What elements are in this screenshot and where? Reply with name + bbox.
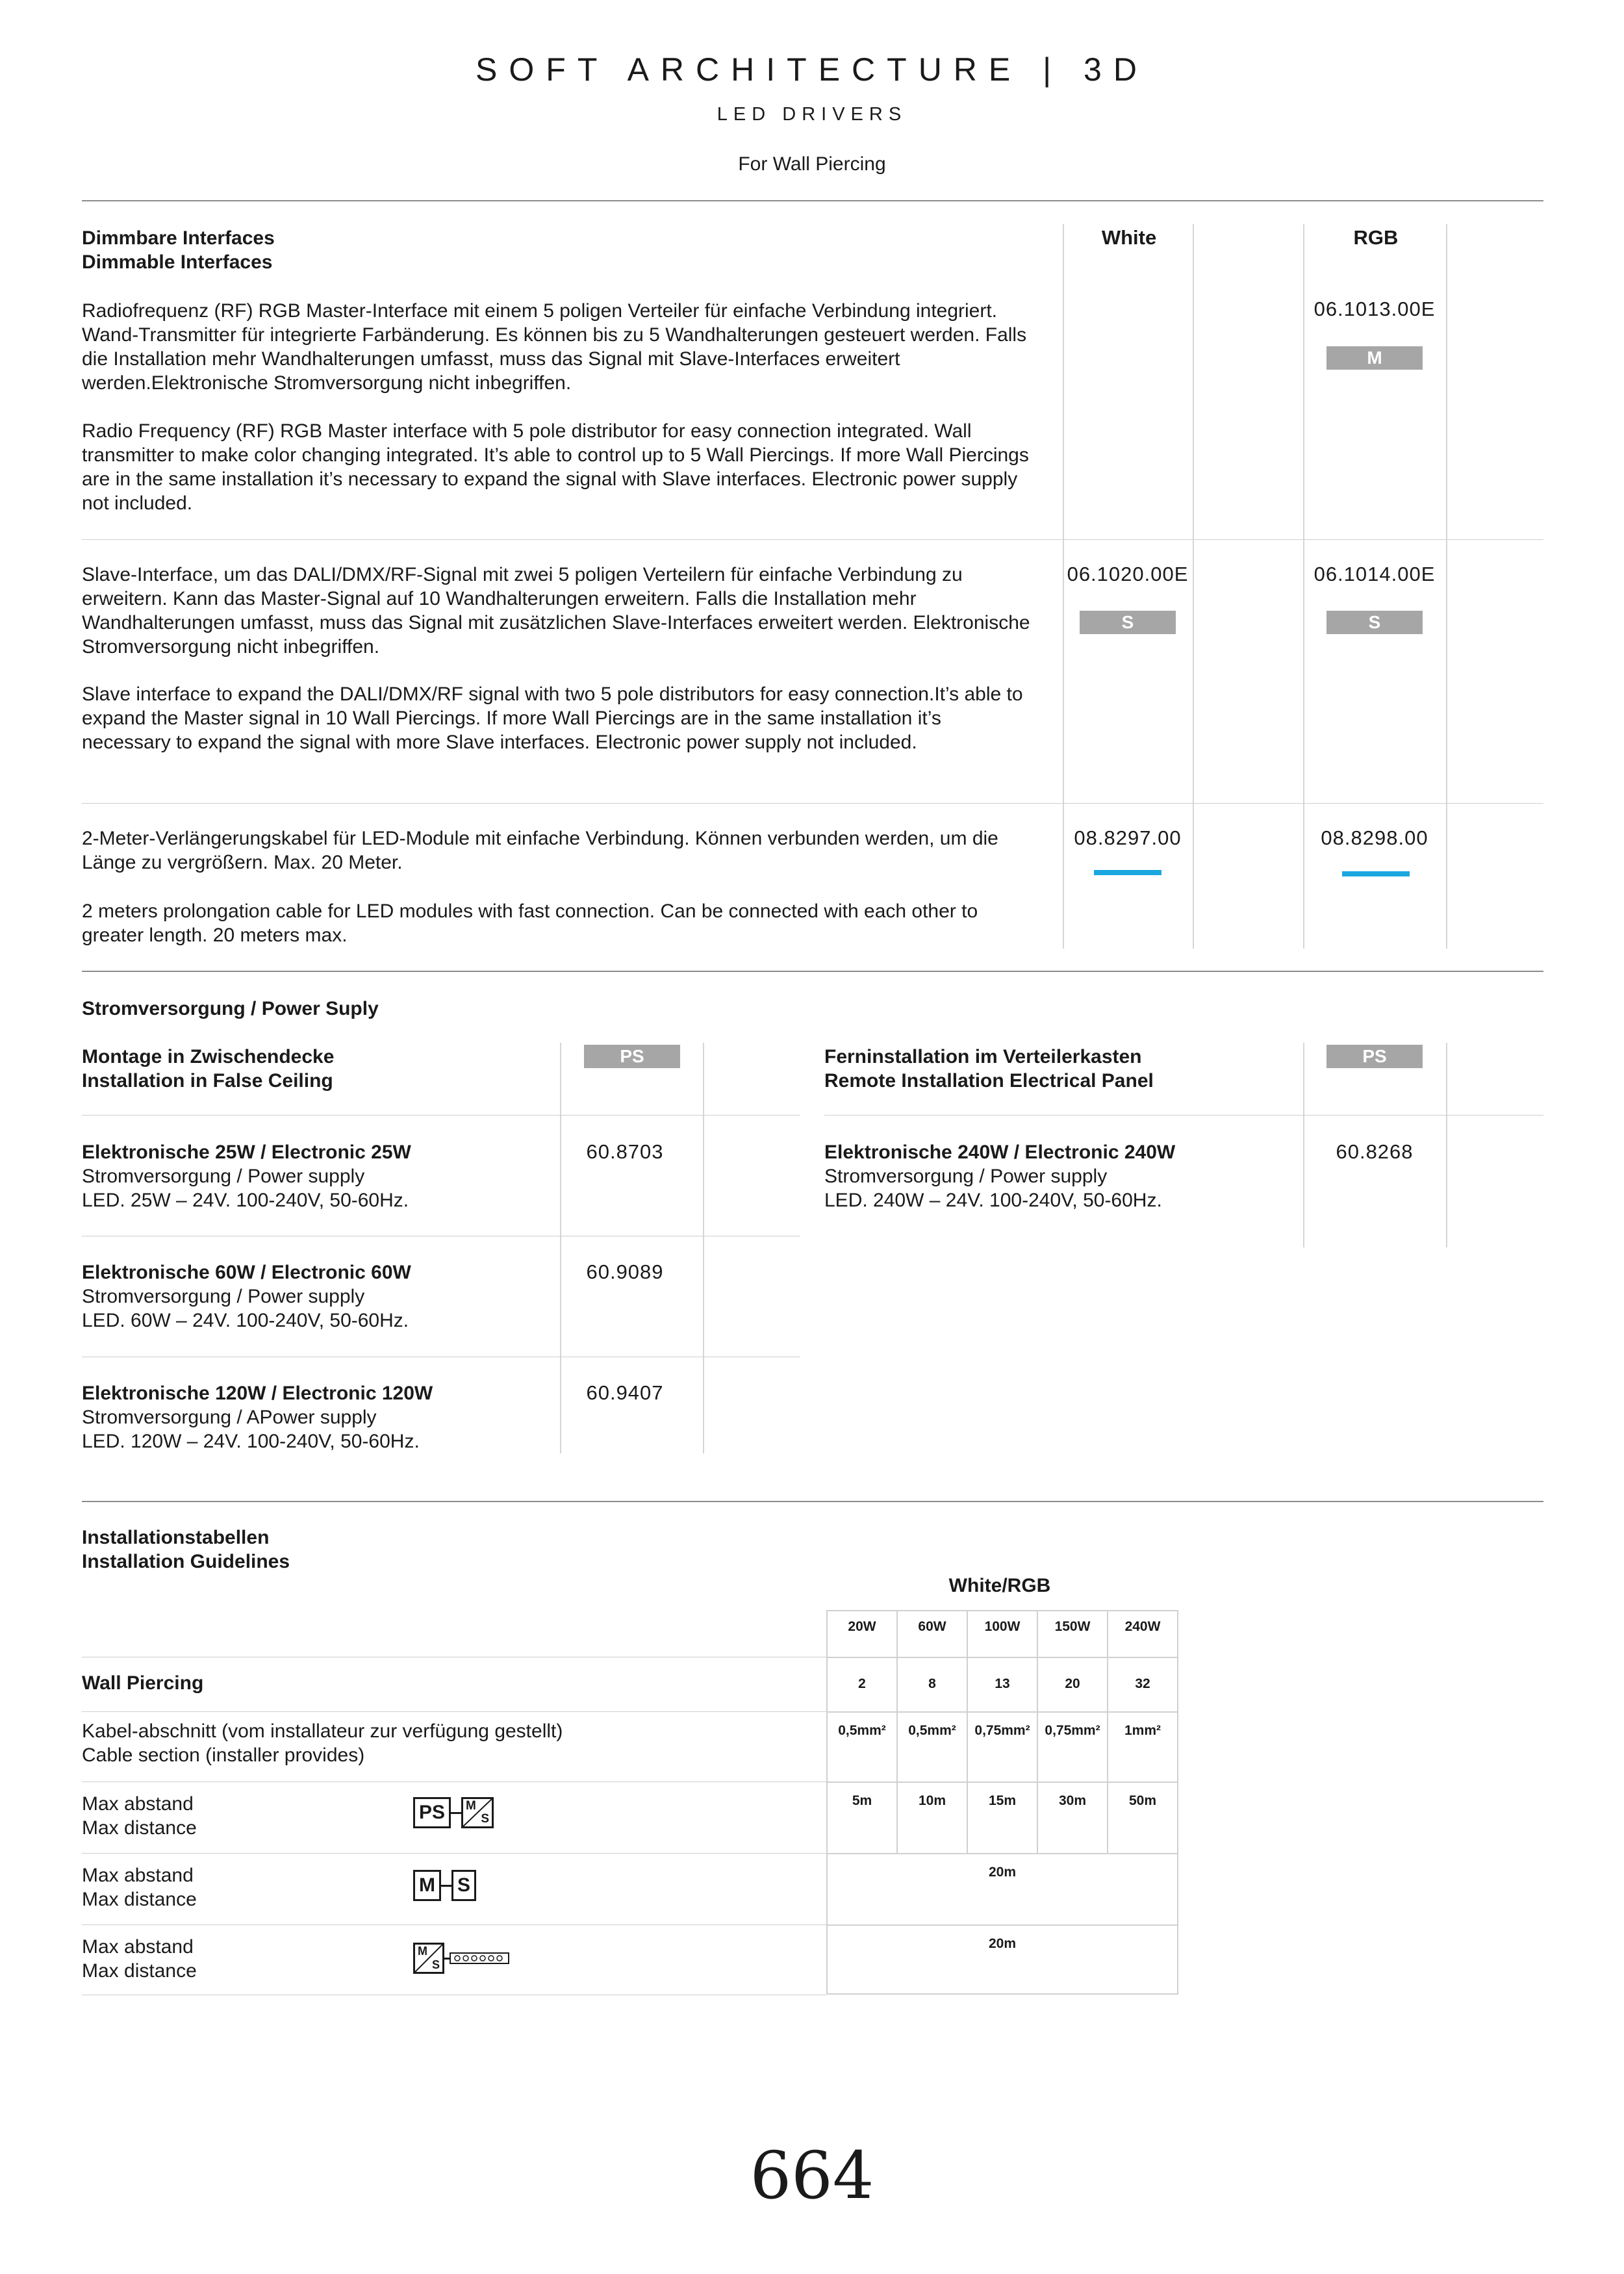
table-cell: 5m xyxy=(827,1782,897,1854)
diagonal-icon xyxy=(415,1945,442,1972)
table-cell: 50m xyxy=(1108,1782,1178,1854)
psu-240w-line2: LED. 240W – 24V. 100-240V, 50-60Hz. xyxy=(824,1190,1162,1211)
table-title: White/RGB xyxy=(948,1575,1051,1596)
psu-120w-line1: Stromversorgung / APower supply xyxy=(82,1407,377,1428)
column-header: 150W xyxy=(1037,1611,1108,1657)
table-cell: 30m xyxy=(1037,1782,1108,1854)
cable-swatch xyxy=(1342,871,1410,876)
row-divider xyxy=(82,1711,826,1712)
column-divider xyxy=(1446,224,1447,949)
max-distance-label-de: Max abstand xyxy=(82,1793,194,1815)
row-divider xyxy=(82,1853,826,1854)
power-heading: Stromversorgung / Power Suply xyxy=(82,998,379,1019)
psu-60w-title: Elektronische 60W / Electronic 60W xyxy=(82,1262,411,1283)
slave-letter: S xyxy=(431,1958,440,1971)
column-header-white: White xyxy=(1101,226,1157,249)
master-letter: M xyxy=(466,1799,476,1813)
column-header: 60W xyxy=(897,1611,967,1657)
psu-240w-code: 60.8268 xyxy=(1336,1140,1414,1163)
table-cell: 13 xyxy=(967,1657,1037,1712)
row-divider xyxy=(82,539,1543,540)
psu-25w-title: Elektronische 25W / Electronic 25W xyxy=(82,1142,411,1163)
master-interface-desc-en: Radio Frequency (RF) RGB Master interface with 5 pole distributor for easy connection integrated. Wall transmitter to make color changing integrated. It’s able to control up to 5 Wall Piercings. If more Wall Piercings are in the same installation it’s necessary to expand the signal with Slave interfaces. Electronic power supply not included. xyxy=(82,420,1029,514)
slave-icon: S xyxy=(451,1870,476,1901)
table-cell: 0,5mm² xyxy=(827,1712,897,1782)
divider xyxy=(82,1501,1543,1502)
column-divider xyxy=(1193,224,1194,949)
remote-heading-de: Ferninstallation im Verteilerkasten xyxy=(824,1046,1142,1067)
psu-60w-line2: LED. 60W – 24V. 100-240V, 50-60Hz. xyxy=(82,1310,409,1331)
table-row xyxy=(827,1712,1178,1782)
table-cell: 0,75mm² xyxy=(1037,1712,1108,1782)
page-number: 664 xyxy=(750,2138,874,2214)
page-subtitle: LED DRIVERS xyxy=(717,104,907,125)
slave-interface-desc-de: Slave-Interface, um das DALI/DMX/RF-Signal mit zwei 5 poligen Verteilern für einfache Verbindung zu erweitern. Kann das Master-Signal auf 10 Wandhalterungen erweitern. Falls die Installation mehr Wandhalterungen umfasst, muss das Signal mit zusätzlichen Slave-Interfaces erweitert werden. Elektronische Stromversorgung nicht inbegriffen. xyxy=(82,564,1030,658)
column-divider xyxy=(1446,1043,1447,1247)
rgb-code: 06.1013.00E xyxy=(1313,298,1436,320)
master-slave-icon xyxy=(461,1797,494,1828)
table-header-row xyxy=(827,1611,1178,1657)
page-subtitle-secondary: For Wall Piercing xyxy=(738,153,886,175)
psu-120w-code: 60.9407 xyxy=(586,1381,664,1404)
divider xyxy=(82,971,1543,972)
master-slave-icon xyxy=(413,1943,444,1974)
ms-to-led-diagram xyxy=(413,1943,509,1974)
psu-240w-line1: Stromversorgung / Power supply xyxy=(824,1166,1108,1187)
psu-60w-line1: Stromversorgung / Power supply xyxy=(82,1286,365,1307)
slave-badge: S xyxy=(1080,611,1176,634)
ps-to-ms-diagram xyxy=(413,1797,494,1828)
table-cell: 15m xyxy=(967,1782,1037,1854)
max-distance-label-en: Max distance xyxy=(82,1960,197,1982)
false-ceiling-heading-de: Montage in Zwischendecke xyxy=(82,1046,335,1067)
ps-badge: PS xyxy=(584,1045,680,1068)
white-code: 08.8297.00 xyxy=(1074,826,1182,849)
row-divider xyxy=(82,1115,800,1116)
ps-badge: PS xyxy=(1326,1045,1423,1068)
table-row xyxy=(827,1782,1178,1854)
table-cell: 2 xyxy=(827,1657,897,1712)
master-letter: M xyxy=(418,1945,427,1958)
interfaces-heading-en: Dimmable Interfaces xyxy=(82,251,273,273)
slave-letter: S xyxy=(481,1812,490,1826)
max-distance-label-de: Max abstand xyxy=(82,1936,194,1958)
rgb-code: 06.1014.00E xyxy=(1313,563,1436,585)
psu-25w-line2: LED. 25W – 24V. 100-240V, 50-60Hz. xyxy=(82,1190,409,1211)
column-header: 240W xyxy=(1108,1611,1178,1657)
table-cell: 20m xyxy=(827,1854,1178,1925)
master-icon: M xyxy=(413,1870,441,1901)
guidelines-heading-de: Installationstabellen xyxy=(82,1527,270,1548)
cable-desc-de: 2-Meter-Verlängerungskabel für LED-Module mit einfache Verbindung. Können verbunden werden, um die Länge zu vergrößern. Max. 20 Meter. xyxy=(82,828,998,873)
led-strip-icon xyxy=(450,1952,509,1965)
row-divider xyxy=(82,803,1543,804)
max-distance-label-de: Max abstand xyxy=(82,1865,194,1886)
row-divider xyxy=(82,1924,826,1925)
column-header: 20W xyxy=(827,1611,897,1657)
table-cell: 8 xyxy=(897,1657,967,1712)
table-cell: 20m xyxy=(827,1925,1178,1994)
diagonal-icon xyxy=(463,1799,492,1826)
max-distance-label-en: Max distance xyxy=(82,1889,197,1910)
psu-240w-title: Elektronische 240W / Electronic 240W xyxy=(824,1142,1176,1163)
page-title: SOFT ARCHITECTURE | 3D xyxy=(476,51,1148,88)
psu-120w-line2: LED. 120W – 24V. 100-240V, 50-60Hz. xyxy=(82,1431,420,1452)
cable-section-label-de: Kabel-abschnitt (vom installateur zur verfügung gestellt) xyxy=(82,1720,563,1742)
white-code: 06.1020.00E xyxy=(1067,563,1189,585)
column-header-rgb: RGB xyxy=(1353,226,1399,249)
connector-line xyxy=(441,1885,451,1887)
rgb-code: 08.8298.00 xyxy=(1321,826,1428,849)
table-cell: 20 xyxy=(1037,1657,1108,1712)
master-badge: M xyxy=(1326,346,1423,370)
connector-line xyxy=(451,1812,461,1814)
installation-table xyxy=(826,1610,1178,1995)
m-to-s-diagram xyxy=(413,1870,476,1901)
psu-60w-code: 60.9089 xyxy=(586,1260,664,1283)
psu-25w-code: 60.8703 xyxy=(586,1140,664,1163)
false-ceiling-heading-en: Installation in False Ceiling xyxy=(82,1070,333,1092)
slave-badge: S xyxy=(1326,611,1423,634)
divider xyxy=(82,200,1543,201)
table-cell: 1mm² xyxy=(1108,1712,1178,1782)
max-distance-label-en: Max distance xyxy=(82,1817,197,1839)
wall-piercing-label: Wall Piercing xyxy=(82,1672,204,1694)
table-row xyxy=(827,1657,1178,1712)
column-divider xyxy=(703,1043,704,1453)
ps-icon: PS xyxy=(413,1797,451,1828)
table-cell: 32 xyxy=(1108,1657,1178,1712)
table-cell: 10m xyxy=(897,1782,967,1854)
cable-desc-en: 2 meters prolongation cable for LED modules with fast connection. Can be connected with each other to greater length. 20 meters max. xyxy=(82,901,978,946)
psu-120w-title: Elektronische 120W / Electronic 120W xyxy=(82,1383,433,1404)
table-cell: 0,5mm² xyxy=(897,1712,967,1782)
connector-line xyxy=(444,1958,450,1960)
guidelines-heading-en: Installation Guidelines xyxy=(82,1551,290,1572)
cable-section-label-en: Cable section (installer provides) xyxy=(82,1744,365,1766)
psu-25w-line1: Stromversorgung / Power supply xyxy=(82,1166,365,1187)
table-cell: 0,75mm² xyxy=(967,1712,1037,1782)
table-row xyxy=(827,1854,1178,1925)
row-divider xyxy=(824,1115,1543,1116)
column-header: 100W xyxy=(967,1611,1037,1657)
slave-interface-desc-en: Slave interface to expand the DALI/DMX/RF signal with two 5 pole distributors for easy connection.It’s able to expand the Master signal in 10 Wall Piercings. If more Wall Piercings are in the same installation it’s necessary to expand the signal with more Slave interfaces. Electronic power supply not included. xyxy=(82,683,1023,753)
cable-swatch xyxy=(1094,870,1161,875)
remote-heading-en: Remote Installation Electrical Panel xyxy=(824,1070,1154,1092)
interfaces-heading-de: Dimmbare Interfaces xyxy=(82,227,275,249)
master-interface-desc-de: Radiofrequenz (RF) RGB Master-Interface mit einem 5 poligen Verteiler für einfache Verbindung integriert. Wand-Transmitter für integrierte Farbänderung. Es können bis zu 5 Wandhalterungen gesteuert werden. Falls die Installation mehr Wandhalterungen umfasst, muss das Signal mit Slave-Interfaces erweitert werden.Elektronische Stromversorgung nicht inbegriffen. xyxy=(82,300,1027,394)
table-row xyxy=(827,1925,1178,1994)
